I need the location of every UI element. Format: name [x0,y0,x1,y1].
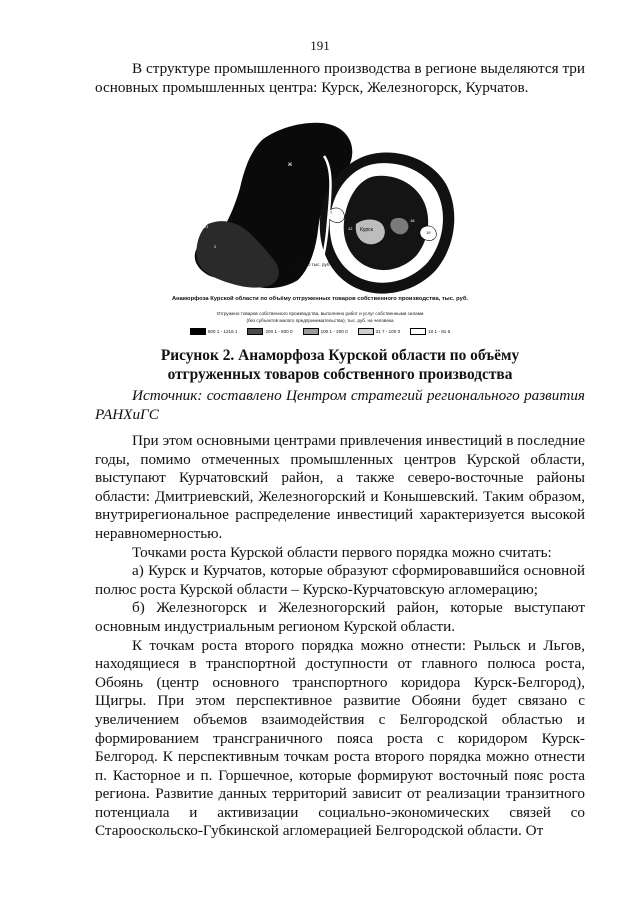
figure-inner-title: Анаморфоза Курской области по объёму отгруженных товаров собственного производства, тыс. руб. [171,296,469,302]
legend-description-2: (без субъектов малого предпринимательства), тыс. руб. на человека [246,318,394,323]
paragraph: б) Железногорск и Железногорский район, которые выступают основным индустриальным регионом Курской области. [95,599,585,635]
map-label-num-2: 18 [410,218,415,223]
legend-items [170,328,470,335]
paragraph: К точкам роста второго порядка можно отнести: Рыльск и Льгов, находящиеся в транспортной доступности от главного полюса роста, Обоянь (центр основного транспортного коридора Курск-Белгород), Щигры. При этом перспективное развитие Обояни будет связано с увеличением объемов взаимодействия с Белгородской областью и формированием трансграничного пояса роста с коридором Курск-Белгород. К перспективным точкам роста второго порядка можно отнести п. Касторное и п. Горшечное, которые формируют восточный пояс роста региона. Развитие данных территорий зависит от реализации транзитного потенциала и активизации социально-экономических связей со Старооскольско-Губкинской агломерацией Белгородской области. От [95,636,585,840]
page-number: 191 [310,38,330,53]
legend-label: 200 1 - 600 0 [265,329,293,334]
legend-swatch [190,328,206,335]
figure-source: Источник: составлено Центром стратегий регионального развития РАНХиГС [95,387,585,423]
legend-swatch [358,328,374,335]
intro-text: В структуре промышленного производства в регионе выделяются три основных промышленных центра: Курск, Железногорск, Курчатов. [95,60,585,96]
legend-label: 600 1 - 1216 1 [207,329,238,334]
legend-swatch [410,328,426,335]
map-label-num-5: 12 [348,226,353,231]
anamorphosis-map [170,118,470,336]
figure-caption-line-2: отгруженных товаров собственного производства [167,366,513,383]
map-label-num-3: 19 [426,230,431,235]
map-label-num-4: 21 [204,224,209,229]
anamorphosis-figure [170,118,470,336]
legend-label: 31 7 - 100 0 [375,329,401,334]
map-label-num-1: 7 [330,210,333,215]
legend-label: 10 1 - 81 6 [428,329,451,334]
figure-caption-line-1: Рисунок 2. Анаморфоза Курской области по объёму [160,347,520,364]
map-label-num-6: 2 [214,244,217,249]
map-label-zh: ж [288,162,293,168]
legend-swatch [303,328,319,335]
map-region-east-inner [344,176,428,270]
legend-description-1: Отгружено товаров собственного производства, выполнено работ и услуг собственными силами [216,311,424,316]
legend-item [303,328,348,335]
body-text [95,432,585,841]
intro-paragraph [95,60,585,97]
legend-item [410,328,450,335]
paragraph: При этом основными центрами привлечения инвестиций в последние годы, помимо отмеченных промышленных центров Курской области, выступают Курчатовский район, а также северо-восточные районы области: Дмитриевский, Железногорский и Конышевский. Таким образом, внутрирегиональное распределение инвестиций характеризуется высокой неравномерностью. [95,432,585,542]
paragraph: а) Курск и Курчатов, которые образуют сформировавшийся основной полюс роста Курской области – Курско-Курчатовскую агломерацию; [95,562,585,598]
map-label-kursk: Курск [360,227,373,233]
legend-item [190,328,238,335]
legend-item [247,328,292,335]
legend-swatch [247,328,263,335]
legend-scale: 3 000 000 тыс. руб [290,262,330,267]
legend-item [358,328,401,335]
legend-label: 100 1 - 200 0 [320,329,348,334]
figure-caption [95,346,585,384]
paragraph: Точками роста Курской области первого порядка можно считать: [132,543,552,561]
